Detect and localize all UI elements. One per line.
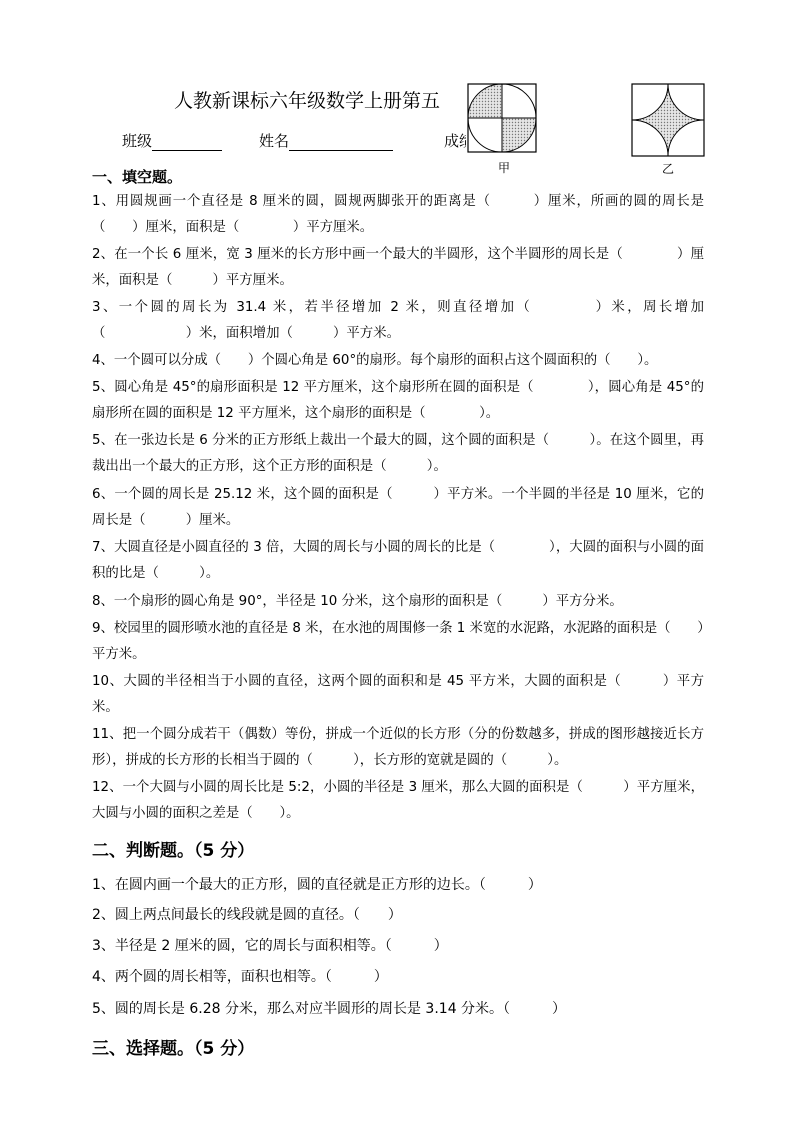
section2-heading: 二、判断题。（5 分） xyxy=(92,841,255,861)
fill-question-4: 4、一个圆可以分成（ ）个圆心角是 60°的扇形。每个扇形的面积占这个圆面积的（ ）。 xyxy=(92,353,658,368)
class-label: 班级 xyxy=(122,132,153,150)
name-field xyxy=(259,130,393,151)
judge-question-2: 2、圆上两点间最长的线段就是圆的直径。（ ） xyxy=(92,907,402,923)
score-field xyxy=(444,130,475,151)
fill-question-3: 3、一个圆的周长为 31.4 米，若半径增加 2 米，则直径增加（ ）米，周长增加（ ）米，面积增加（ ）平方米。 xyxy=(92,300,704,341)
figure-yi-label: 乙 xyxy=(662,162,675,176)
fill-question-5a: 5、圆心角是 45°的扇形面积是 12 平方厘米，这个扇形所在圆的面积是（ ），圆心角是 45°的扇形所在圆的面积是 12 平方厘米，这个扇形的面积是（ ）。 xyxy=(92,380,704,421)
fill-question-11: 11、把一个圆分成若干（偶数）等份，拼成一个近似的长方形（分的份数越多，拼成的图形越接近长方形），拼成的长方形的长相当于圆的（ ），长方形的宽就是圆的（ ）。 xyxy=(92,727,704,768)
judge-question-1: 1、在圆内画一个最大的正方形，圆的直径就是正方形的边长。（ ） xyxy=(92,877,542,893)
page-title: 人教新课标六年级数学上册第五 xyxy=(174,90,441,112)
class-blank xyxy=(152,136,222,151)
figure-jia xyxy=(466,82,538,158)
fill-question-8: 8、一个扇形的圆心角是 90°，半径是 10 分米，这个扇形的面积是（ ）平方分米。 xyxy=(92,594,623,609)
figure-yi xyxy=(630,82,706,158)
judge-question-4: 4、两个圆的周长相等，面积也相等。（ ） xyxy=(92,969,388,985)
fill-question-6: 6、一个圆的周长是 25.12 米，这个圆的面积是（ ）平方米。一个半圆的半径是 10 厘米，它的周长是（ ）厘米。 xyxy=(92,487,704,528)
fill-question-12: 12、一个大圆与小圆的周长比是 5:2，小圆的半径是 3 厘米，那么大圆的面积是（ ）平方厘米，大圆与小圆的面积之差是（ ）。 xyxy=(92,780,704,821)
figure-jia-label: 甲 xyxy=(498,161,511,175)
fill-question-2: 2、在一个长 6 厘米，宽 3 厘米的长方形中画一个最大的半圆形，这个半圆形的周长是（ ）厘米，面积是（ ）平方厘米。 xyxy=(92,247,704,288)
section3-heading: 三、选择题。（5 分） xyxy=(92,1039,255,1059)
fill-question-1: 1、用圆规画一个直径是 8 厘米的圆，圆规两脚张开的距离是（ ）厘米，所画的圆的周长是（ ）厘米，面积是（ ）平方厘米。 xyxy=(92,194,704,235)
fill-question-5b: 5、在一张边长是 6 分米的正方形纸上裁出一个最大的圆，这个圆的面积是（ ）。在这个圆里，再裁出出一个最大的正方形，这个正方形的面积是（ ）。 xyxy=(92,433,704,474)
name-blank xyxy=(289,136,393,151)
judge-question-5: 5、圆的周长是 6.28 分米，那么对应半圆形的周长是 3.14 分米。（ ） xyxy=(92,1001,567,1017)
class-field xyxy=(122,130,222,151)
judge-question-3: 3、半径是 2 厘米的圆，它的周长与面积相等。（ ） xyxy=(92,938,448,954)
fill-question-10: 10、大圆的半径相当于小圆的直径，这两个圆的面积和是 45 平方米，大圆的面积是（ ）平方米。 xyxy=(92,674,704,715)
fill-question-7: 7、大圆直径是小圆直径的 3 倍，大圆的周长与小圆的周长的比是（ ），大圆的面积与小圆的面积的比是（ ）。 xyxy=(92,540,704,581)
name-label: 姓名 xyxy=(259,132,290,150)
section1-heading: 一、填空题。 xyxy=(92,168,183,186)
score-label: 成绩 xyxy=(444,132,475,150)
fill-question-9: 9、校园里的圆形喷水池的直径是 8 米，在水池的周围修一条 1 米宽的水泥路，水泥路的面积是（ ）平方米。 xyxy=(92,621,704,662)
